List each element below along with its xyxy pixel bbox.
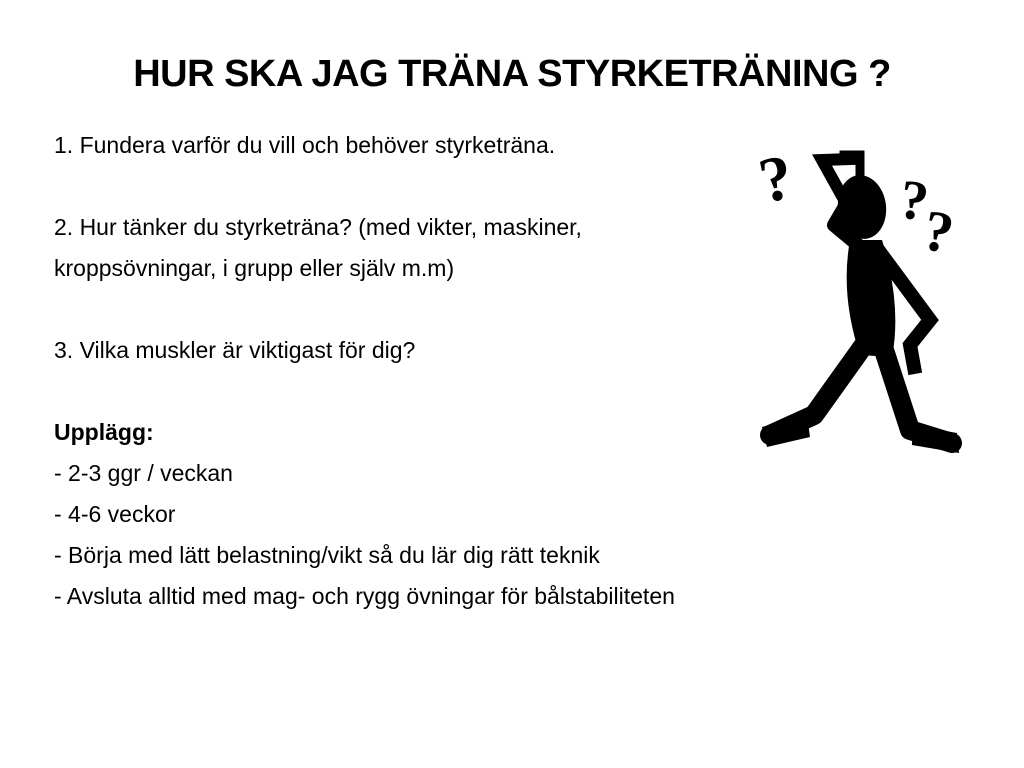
bullet-technique: - Börja med lätt belastning/vikt så du lär dig rätt teknik — [54, 542, 600, 568]
spacer — [54, 166, 774, 207]
question-mark-icon: ? — [918, 196, 959, 267]
bullet-frequency: - 2-3 ggr / veckan — [54, 460, 233, 486]
question-mark-icon: ? — [895, 168, 933, 234]
point-3: 3. Vilka muskler är viktigast för dig? — [54, 337, 416, 363]
bullet-duration: - 4-6 veckor — [54, 501, 176, 527]
question-mark-icon: ? — [752, 140, 799, 217]
point-2-line-2: kroppsövningar, i grupp eller själv m.m) — [54, 255, 455, 281]
slide-title: HUR SKA JAG TRÄNA STYRKETRÄNING ? — [133, 53, 891, 95]
bullet-core: - Avsluta alltid med mag- och rygg övningar för bålstabiliteten — [54, 583, 675, 609]
point-1: 1. Fundera varför du vill och behöver styrketräna. — [54, 132, 556, 158]
confused-stick-figure-icon — [752, 140, 967, 465]
slide-body — [54, 125, 774, 617]
spacer — [54, 289, 774, 330]
upplagg-heading: Upplägg: — [54, 419, 154, 445]
point-2-line-1: 2. Hur tänker du styrketräna? (med vikter, maskiner, — [54, 214, 582, 240]
spacer — [54, 371, 774, 412]
